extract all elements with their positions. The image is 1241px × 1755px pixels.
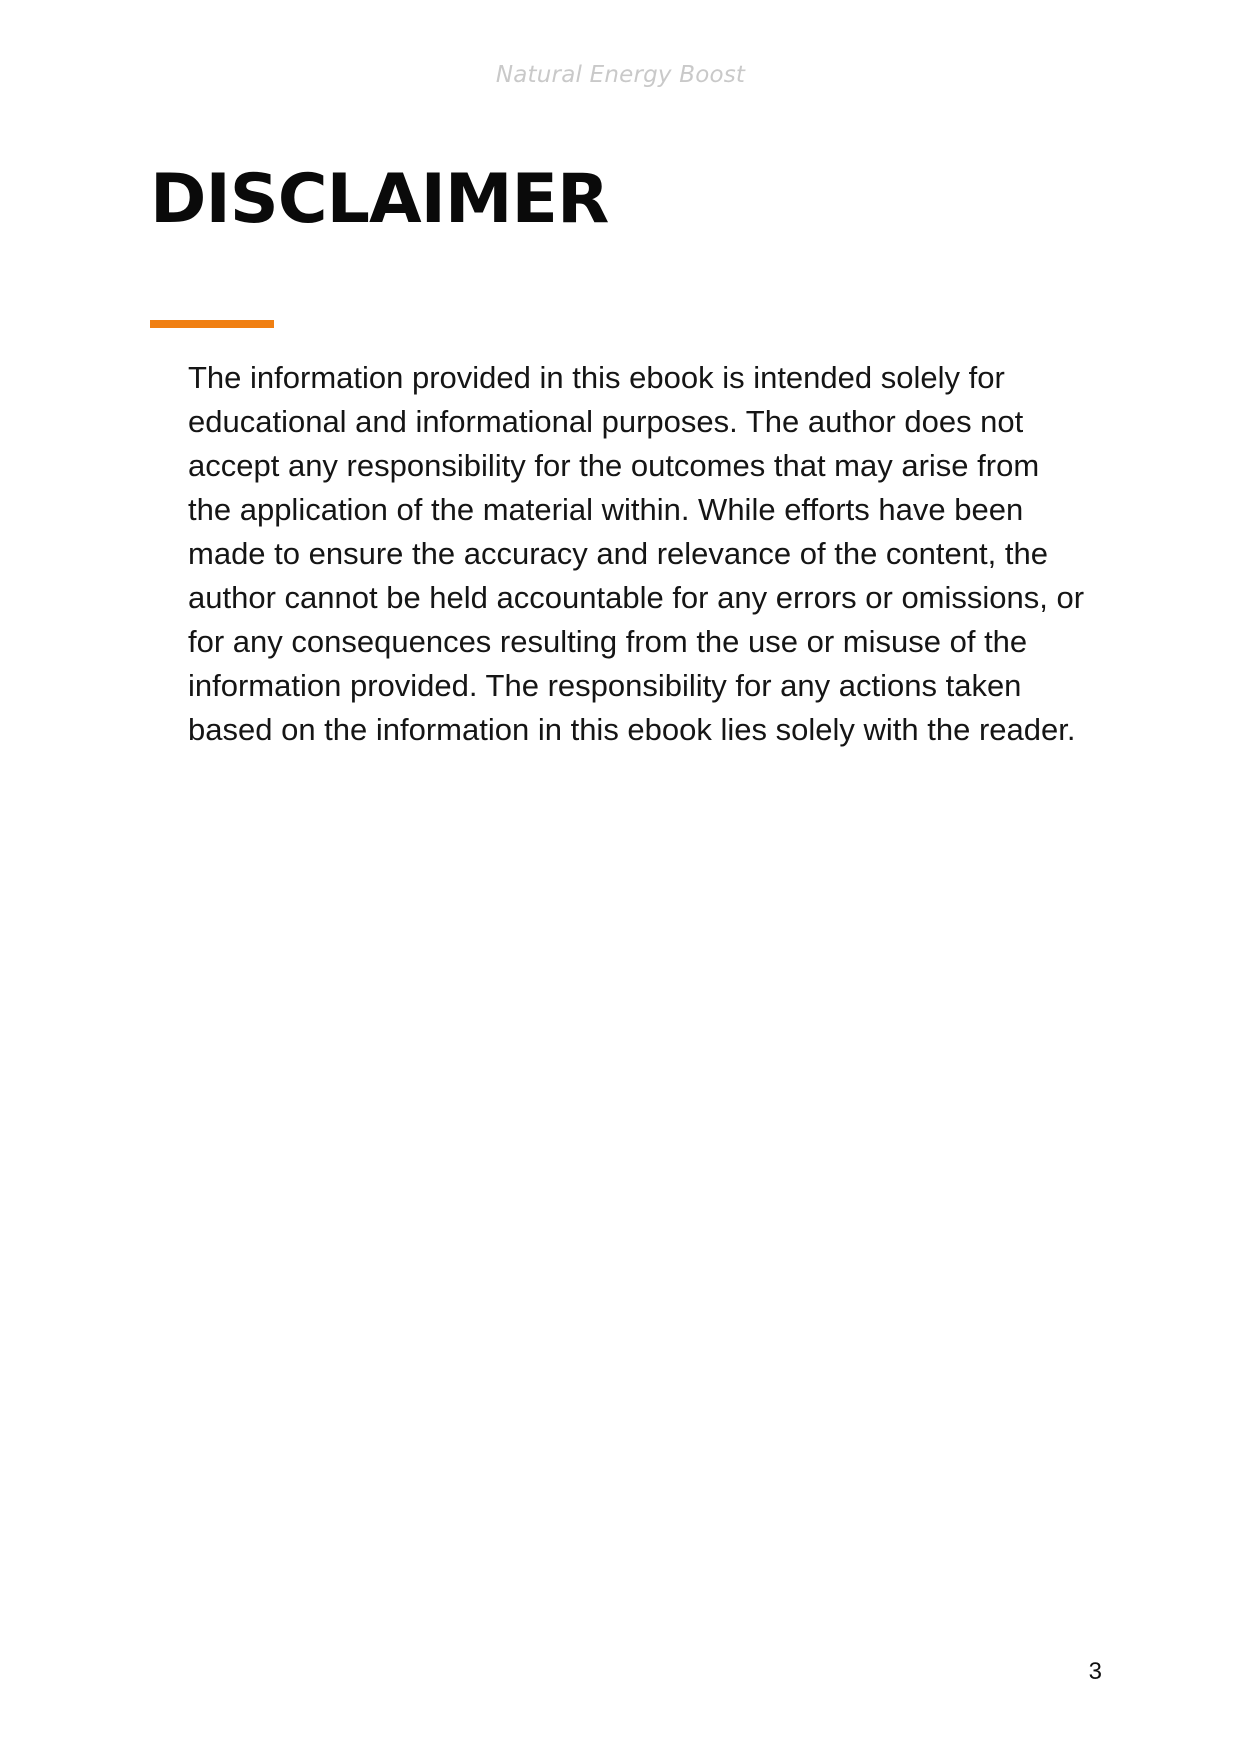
title-accent-rule [150, 320, 274, 328]
page-number: 3 [1088, 1658, 1102, 1685]
running-header: Natural Energy Boost [495, 62, 746, 88]
page-title: DISCLAIMER [150, 160, 609, 239]
disclaimer-paragraph: The information provided in this ebook is intended solely for educational and informational purposes. The author does not accept any responsibility for the outcomes that may arise from the application of the material within. While efforts have been made to ensure the accuracy and relevance of the content, the author cannot be held accountable for any errors or omissions, or for any consequences resulting from the use or misuse of the information provided. The responsibility for any actions taken based on the information in this ebook lies solely with the reader. [188, 360, 1085, 747]
